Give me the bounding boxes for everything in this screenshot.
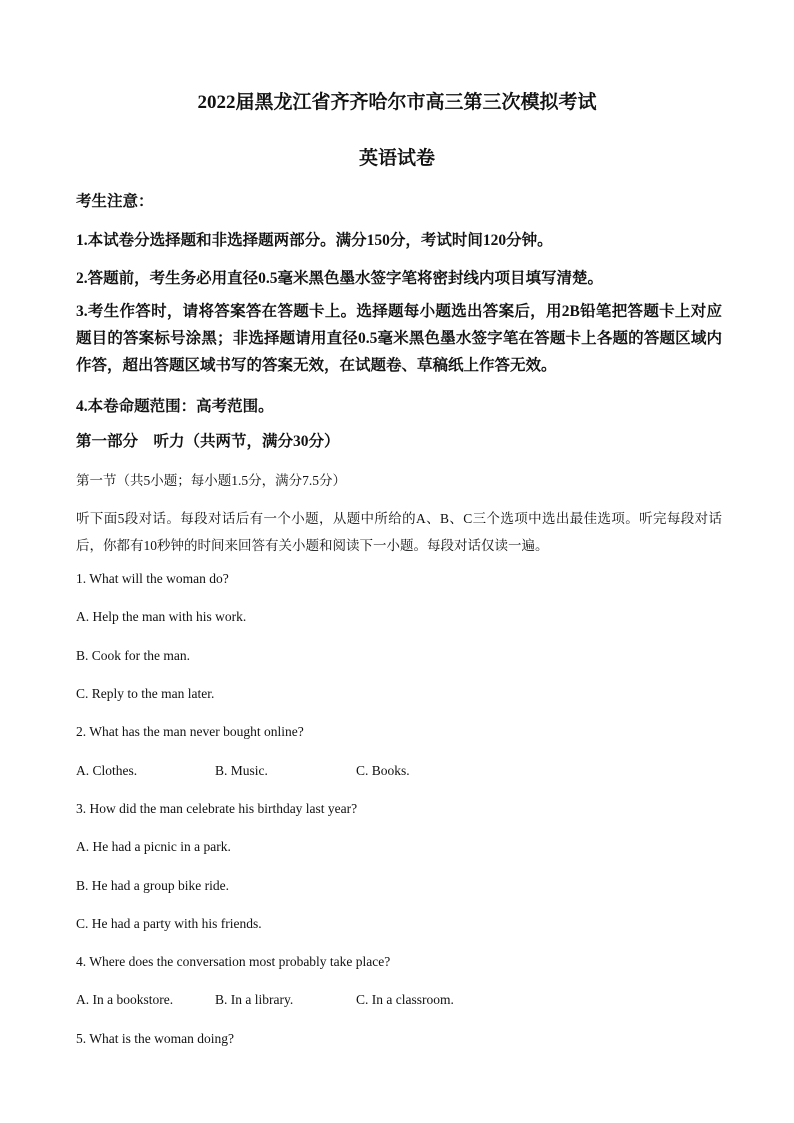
- question-2-option-a: A. Clothes.: [76, 763, 138, 778]
- page-subtitle: 英语试卷: [358, 148, 435, 169]
- question-5-stem: 5. What is the woman doing?: [76, 1031, 234, 1046]
- question-4-stem: 4. Where does the conversation most probably take place?: [76, 954, 391, 969]
- notice-item-4: 4.本卷命题范围：高考范围。: [76, 398, 274, 415]
- question-4-option-c: C. In a classroom.: [356, 992, 454, 1007]
- question-3-option-b: B. He had a group bike ride.: [76, 878, 229, 893]
- question-3-option-a: A. He had a picnic in a park.: [76, 839, 231, 854]
- question-1-option-c: C. Reply to the man later.: [76, 686, 215, 701]
- notice-item-1: 1.本试卷分选择题和非选择题两部分。满分150分，考试时间120分钟。: [76, 232, 553, 249]
- part1-heading: 第一部分 听力（共两节，满分30分）: [76, 433, 340, 450]
- question-4-option-a: A. In a bookstore.: [76, 992, 174, 1007]
- question-4-option-b: B. In a library.: [215, 992, 294, 1007]
- section1-heading: 第一节（共5小题；每小题1.5分，满分7.5分）: [76, 473, 346, 488]
- question-1-option-b: B. Cook for the man.: [76, 648, 190, 663]
- question-2-option-c: C. Books.: [356, 763, 410, 778]
- section1-instructions: 听下面5段对话。每段对话后有一个小题，从题中所给的A、B、C三个选项中选出最佳选项。听完每段对话后，你都有10秒钟的时间来回答有关小题和阅读下一小题。每段对话仅读一遍。: [76, 511, 722, 553]
- question-3-option-c: C. He had a party with his friends.: [76, 916, 262, 931]
- notice-heading: 考生注意：: [76, 193, 154, 210]
- question-1-stem: 1. What will the woman do?: [76, 571, 229, 586]
- page-title: 2022届黑龙江省齐齐哈尔市高三第三次模拟考试: [197, 92, 597, 113]
- question-2-option-b: B. Music.: [215, 763, 268, 778]
- notice-item-2: 2.答题前，考生务必用直径0.5毫米黑色墨水签字笔将密封线内项目填写清楚。: [76, 270, 604, 287]
- question-3-stem: 3. How did the man celebrate his birthday last year?: [76, 801, 358, 816]
- question-1-option-a: A. Help the man with his work.: [76, 609, 247, 624]
- question-2-stem: 2. What has the man never bought online?: [76, 724, 304, 739]
- notice-item-3: 3.考生作答时，请将答案答在答题卡上。选择题每小题选出答案后，用2B铅笔把答题卡上对应题目的答案标号涂黑；非选择题请用直径0.5毫米黑色墨水签字笔在答题卡上各题的答题区域内作答，超出答题区域书写的答案无效，在试题卷、草稿纸上作答无效。: [76, 303, 722, 374]
